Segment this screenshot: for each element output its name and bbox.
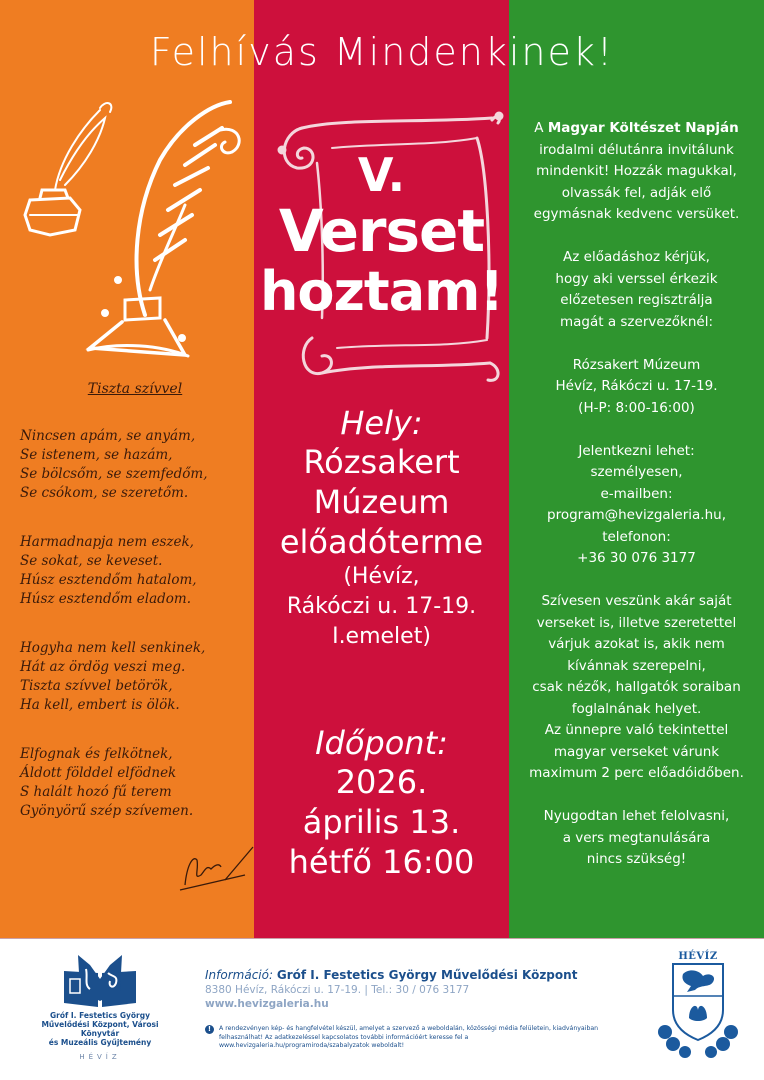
poem-line: Se bölcsőm, se szemfedőm, bbox=[20, 466, 208, 482]
time-line: 2026. bbox=[335, 763, 428, 801]
recording-notice bbox=[205, 1025, 605, 1051]
place-address-line: (Hévíz, bbox=[343, 564, 420, 589]
event-edition: V. bbox=[357, 148, 406, 202]
closing-paragraph: Nyugodtan lehet felolvasni, a vers megtanulására nincs szükség! bbox=[543, 808, 730, 867]
time-line: hétfő 16:00 bbox=[288, 843, 475, 881]
poem-line: S halált hozó fű terem bbox=[20, 784, 172, 800]
footer-address: 8380 Hévíz, Rákóczi u. 17-19. | Tel.: 30 / 076 3177 bbox=[205, 984, 470, 996]
event-title bbox=[254, 150, 509, 322]
event-title-line1: Verset bbox=[278, 197, 485, 265]
poem-line: Húsz esztendőm hatalom, bbox=[20, 572, 197, 588]
place-address-line: I.emelet) bbox=[332, 624, 431, 649]
poem-line: Se istenem, se hazám, bbox=[20, 447, 173, 463]
poem-stanza-4 bbox=[20, 745, 250, 821]
poem-line: Se csókom, se szeretőm. bbox=[20, 485, 189, 501]
poem-line: Áldott földdel elfödnek bbox=[20, 765, 177, 781]
intro-bold: Magyar Költészet Napján bbox=[547, 120, 739, 136]
place-name-line: Múzeum bbox=[313, 483, 450, 521]
open-book-icon bbox=[60, 951, 140, 1009]
place-address-line: Rákóczi u. 17-19. bbox=[286, 594, 477, 619]
footer-website-link[interactable]: www.hevizgaleria.hu bbox=[205, 998, 329, 1010]
event-place bbox=[254, 404, 509, 652]
info-alert-icon: ! bbox=[205, 1025, 214, 1034]
welcome-paragraph: Szívesen veszünk akár saját verseket is, illetve szeretettel várjuk azokat is, akik nem kívánnak szerepelni, csak nézők, hallgatók soraiban foglalnának helyet. Az ünnepre való tekintettel magyar verseket várunk maximum 2 perc előadóidőben. bbox=[529, 593, 744, 781]
notice-text: A rendezvényen kép- és hangfelvétel készül, amelyet a szervező a weboldalán, közösségi média felületein, kiadványaiban felhasználhat! Az adatkezeléssel kapcsolatos további információért keresse fel a www.hevizgaleria.hu/programiroda/szabalyzatok weboldalt! bbox=[219, 1025, 599, 1049]
poem-line: Gyönyörű szép szívemen. bbox=[20, 803, 194, 819]
contact-email[interactable]: program@hevizgaleria.hu, bbox=[547, 507, 726, 523]
coat-of-arms-icon bbox=[653, 962, 743, 1058]
org-city: HÉVÍZ bbox=[79, 1053, 121, 1061]
heviz-crest bbox=[648, 951, 748, 1071]
info-label: Információ: bbox=[205, 968, 274, 982]
registration-paragraph: Az előadáshoz kérjük, hogy aki verssel érkezik előzetesen regisztrálja magát a szervezőknél: bbox=[555, 249, 718, 330]
place-name-line: előadóterme bbox=[279, 523, 484, 561]
poem-stanza-2 bbox=[20, 533, 250, 609]
poem-line: Húsz esztendőm eladom. bbox=[20, 591, 192, 607]
place-label: Hely: bbox=[340, 404, 423, 442]
poem-line: Hát az ördög veszi meg. bbox=[20, 659, 186, 675]
poem-stanza-1 bbox=[20, 427, 250, 503]
signature-icon bbox=[175, 835, 255, 895]
headline: Felhívás Mindenkinek! bbox=[149, 30, 615, 74]
poem-line: Hogyha nem kell senkinek, bbox=[20, 640, 206, 656]
poem-line: Ha kell, embert is ölök. bbox=[20, 697, 180, 713]
poem-line: Harmadnapja nem eszek, bbox=[20, 534, 194, 550]
poem-line: Tiszta szívvel betörök, bbox=[20, 678, 173, 694]
crest-name: HÉVÍZ bbox=[678, 951, 718, 962]
poem-stanza-3 bbox=[20, 639, 250, 715]
info-org: Gróf I. Festetics György Művelődési Központ bbox=[276, 968, 578, 982]
poem-title: Tiszta szívvel bbox=[87, 381, 183, 397]
place-name-line: Rózsakert bbox=[303, 443, 460, 481]
poem-line: Nincsen apám, se anyám, bbox=[20, 428, 196, 444]
contact-phone[interactable]: +36 30 076 3177 bbox=[577, 550, 696, 566]
event-title-line2: hoztam! bbox=[259, 260, 504, 323]
poem-line: Elfognak és felkötnek, bbox=[20, 746, 173, 762]
quill-inkwell-icon bbox=[10, 90, 250, 360]
venue-paragraph: Rózsakert Múzeum Hévíz, Rákóczi u. 17-19. (H-P: 8:00-16:00) bbox=[555, 356, 718, 416]
org-name: Gróf I. Festetics György Művelődési Központ, Városi Könyvtár és Muzeális Gyűjtemény bbox=[41, 1011, 159, 1047]
intro-paragraph: A Magyar Költészet Napján irodalmi délutánra invitálunk mindenkit! Hozzák magukkal, olvassák fel, adják elő egymásnak kedvenc versüket. bbox=[533, 120, 740, 222]
footer bbox=[0, 938, 764, 1080]
poem-line: Se sokat, se keveset. bbox=[20, 553, 163, 569]
info-text bbox=[509, 118, 764, 892]
event-time bbox=[254, 724, 509, 882]
org-logo bbox=[30, 951, 170, 1071]
contact-paragraph: Jelentkezni lehet: személyesen, e-mailben: program@hevizgaleria.hu, telefonon: +36 30 076 3177 bbox=[547, 442, 726, 566]
time-line: április 13. bbox=[302, 803, 461, 841]
footer-info bbox=[205, 967, 625, 1011]
time-label: Időpont: bbox=[315, 724, 448, 762]
